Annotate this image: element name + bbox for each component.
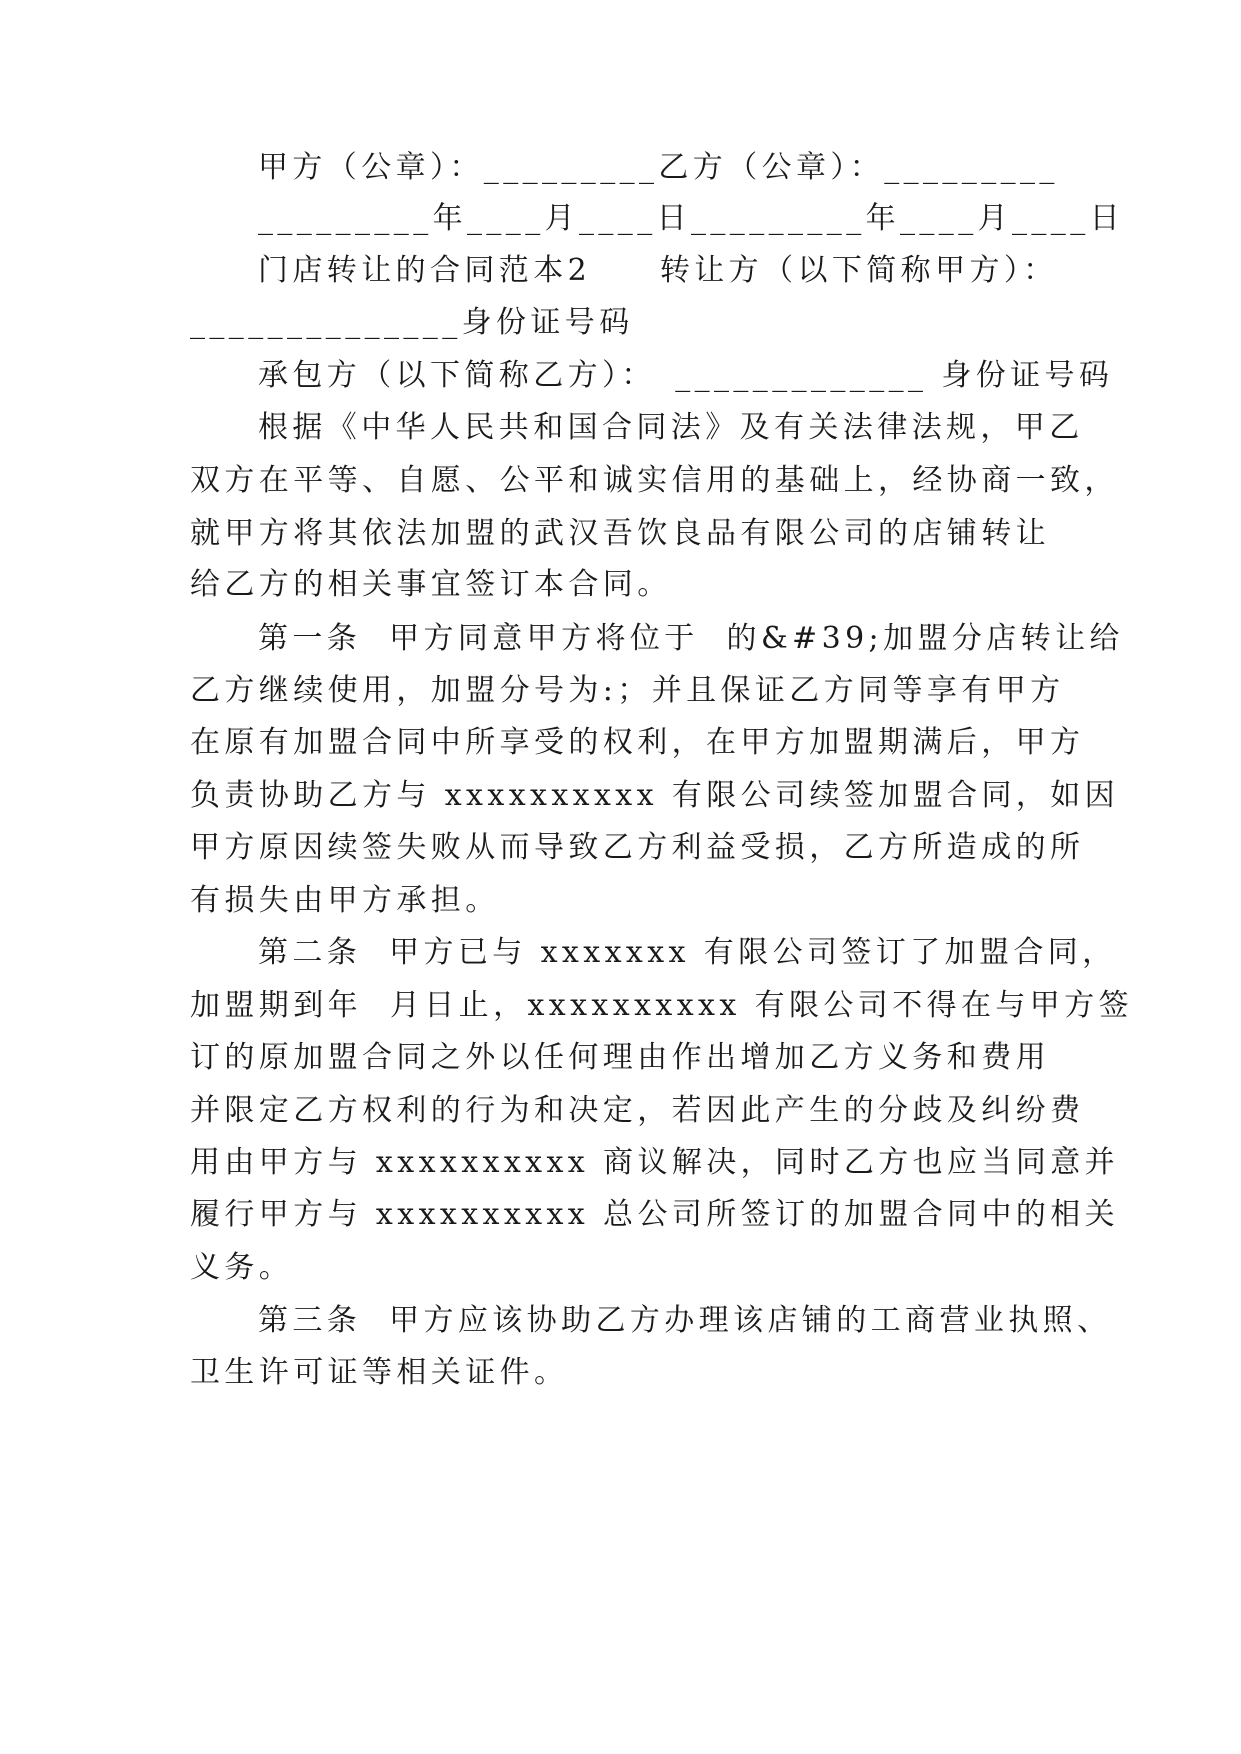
contractor-line: 承包方（以下简称乙方）： _____________ 身份证号码 xyxy=(258,358,1114,393)
article-3-line-1: 第三条 甲方应该协助乙方办理该店铺的工商营业执照、 xyxy=(258,1303,1112,1338)
article-1-line-1: 第一条 甲方同意甲方将位于 的&#39;加盟分店转让给 xyxy=(258,621,1124,656)
transferor-id-line: ______________身份证号码 xyxy=(190,305,634,340)
article-2-line-6: 履行甲方与 xxxxxxxxxx 总公司所签订的加盟合同中的相关 xyxy=(190,1197,1120,1232)
contract-title-line: 门店转让的合同范本2 转让方（以下简称甲方）： xyxy=(258,253,1058,288)
article-2-line-3: 订的原加盟合同之外以任何理由作出增加乙方义务和费用 xyxy=(190,1040,1050,1075)
date-line: _________年____月____日_________年____月____日 xyxy=(258,201,1124,236)
preamble-line-3: 就甲方将其依法加盟的武汉吾饮良品有限公司的店铺转让 xyxy=(190,516,1050,551)
article-2-line-5: 用由甲方与 xxxxxxxxxx 商议解决，同时乙方也应当同意并 xyxy=(190,1145,1120,1180)
article-1-line-5: 甲方原因续签失败从而导致乙方利益受损，乙方所造成的所 xyxy=(190,830,1085,865)
preamble-line-1: 根据《中华人民共和国合同法》及有关法律法规，甲乙 xyxy=(258,410,1084,445)
article-1-line-2: 乙方继续使用，加盟分号为:；并且保证乙方同等享有甲方 xyxy=(190,673,1065,708)
article-1-line-4: 负责协助乙方与 xxxxxxxxxx 有限公司续签加盟合同，如因 xyxy=(190,778,1120,813)
article-2-line-7: 义务。 xyxy=(190,1250,294,1285)
article-2-line-4: 并限定乙方权利的行为和决定，若因此产生的分歧及纠纷费 xyxy=(190,1093,1085,1128)
article-2-line-1: 第二条 甲方已与 xxxxxxx 有限公司签订了加盟合同， xyxy=(258,935,1117,970)
article-1-line-3: 在原有加盟合同中所享受的权利，在甲方加盟期满后，甲方 xyxy=(190,725,1085,760)
article-3-line-2: 卫生许可证等相关证件。 xyxy=(190,1355,569,1390)
signature-line: 甲方（公章）：_________乙方（公章）：_________ xyxy=(258,150,1059,185)
preamble-line-4: 给乙方的相关事宜签订本合同。 xyxy=(190,567,672,602)
preamble-line-2: 双方在平等、自愿、公平和诚实信用的基础上，经协商一致， xyxy=(190,463,1119,498)
article-2-line-2: 加盟期到年 月日止，xxxxxxxxxx 有限公司不得在与甲方签 xyxy=(190,988,1133,1023)
article-1-line-6: 有损失由甲方承担。 xyxy=(190,883,500,918)
